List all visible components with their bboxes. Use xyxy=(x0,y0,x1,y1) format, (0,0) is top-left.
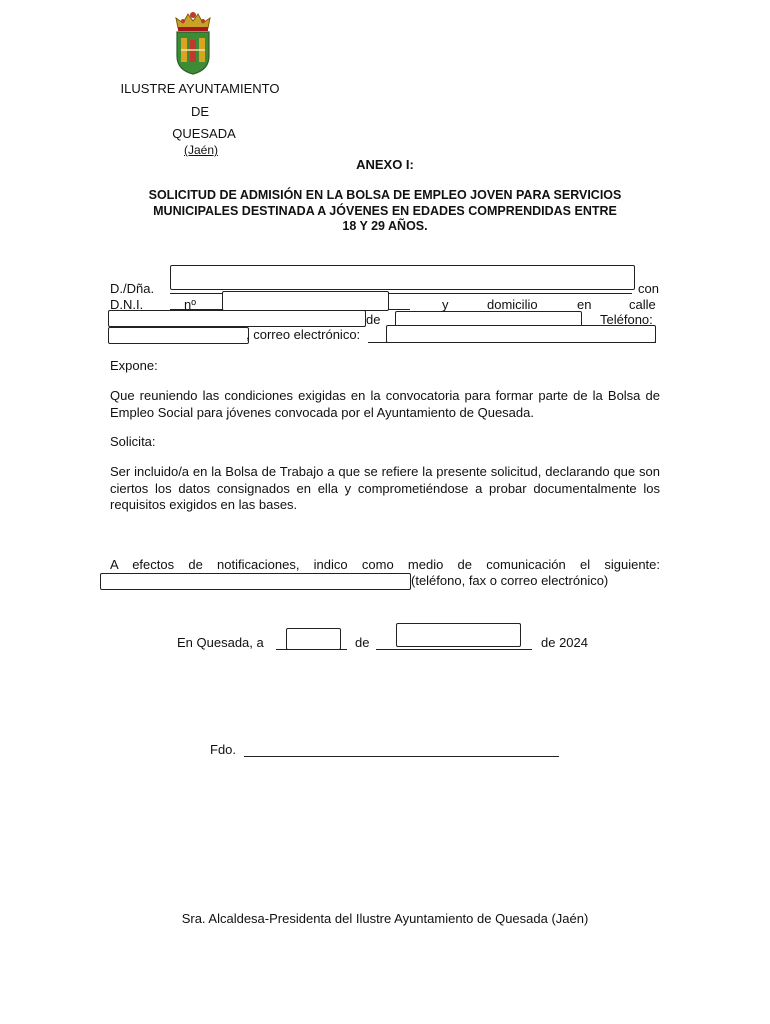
street-field[interactable] xyxy=(108,310,366,327)
calle-label: calle xyxy=(629,297,656,312)
email-field[interactable] xyxy=(386,325,656,343)
title-line1: SOLICITUD DE ADMISIÓN EN LA BOLSA DE EMPLEO JOVEN PARA SERVICIOS xyxy=(148,188,622,202)
date-prefix: En Quesada, a xyxy=(177,635,264,650)
month-underline xyxy=(376,649,532,650)
correo-label: , correo electrónico: xyxy=(246,327,361,342)
org-de: DE xyxy=(190,104,210,119)
numero-label: nº xyxy=(184,297,196,312)
expone-text: Que reuniendo las condiciones exigidas en la convocatoria para formar parte de la Bolsa de Empleo Social para jóvenes convocada por el Ayuntamiento de Quesada. xyxy=(110,388,660,420)
annex-label: ANEXO I: xyxy=(356,157,414,172)
title-line2: MUNICIPALES DESTINADA A JÓVENES EN EDADES COMPRENDIDAS ENTRE xyxy=(153,204,617,218)
date-year: de 2024 xyxy=(541,635,588,650)
notification-text: A efectos de notificaciones, indico como medio de comunicación el siguiente: xyxy=(110,557,660,572)
date-de: de xyxy=(355,635,370,650)
solicita-heading: Solicita: xyxy=(110,434,156,449)
signature-label: Fdo. xyxy=(210,742,237,757)
month-field[interactable] xyxy=(396,623,521,647)
de-label: de xyxy=(366,312,381,327)
notification-field[interactable] xyxy=(100,573,411,590)
name-label: D./Dña. xyxy=(110,281,155,296)
notification-suffix: (teléfono, fax o correo electrónico) xyxy=(411,573,609,588)
day-field[interactable] xyxy=(286,628,341,650)
org-name: ILUSTRE AYUNTAMIENTO xyxy=(120,81,280,96)
coat-of-arms-icon xyxy=(172,10,214,76)
addressee: Sra. Alcaldesa-Presidenta del Ilustre Ayuntamiento de Quesada (Jaén) xyxy=(181,911,589,926)
con-label: con xyxy=(638,281,659,296)
dni-label: D.N.I. xyxy=(110,297,144,312)
en-label: en xyxy=(577,297,592,312)
org-province: (Jaén) xyxy=(183,143,218,157)
name-field[interactable] xyxy=(170,265,635,290)
org-town: QUESADA xyxy=(172,126,236,141)
phone-field[interactable] xyxy=(108,327,249,344)
dni-field[interactable] xyxy=(222,291,389,311)
telefono-label: Teléfono: xyxy=(600,312,653,327)
domicilio-label: domicilio xyxy=(487,297,538,312)
title-line3: 18 Y 29 AÑOS. xyxy=(342,219,428,233)
solicita-text: Ser incluido/a en la Bolsa de Trabajo a que se refiere la presente solicitud, declarando que son ciertos los datos consignados en ella y comprometiéndose a probar documentalmente los requisitos exigidos en las bases. xyxy=(110,464,660,512)
y-label: y xyxy=(442,297,449,312)
expone-heading: Expone: xyxy=(110,358,158,373)
signature-line[interactable] xyxy=(244,756,559,757)
